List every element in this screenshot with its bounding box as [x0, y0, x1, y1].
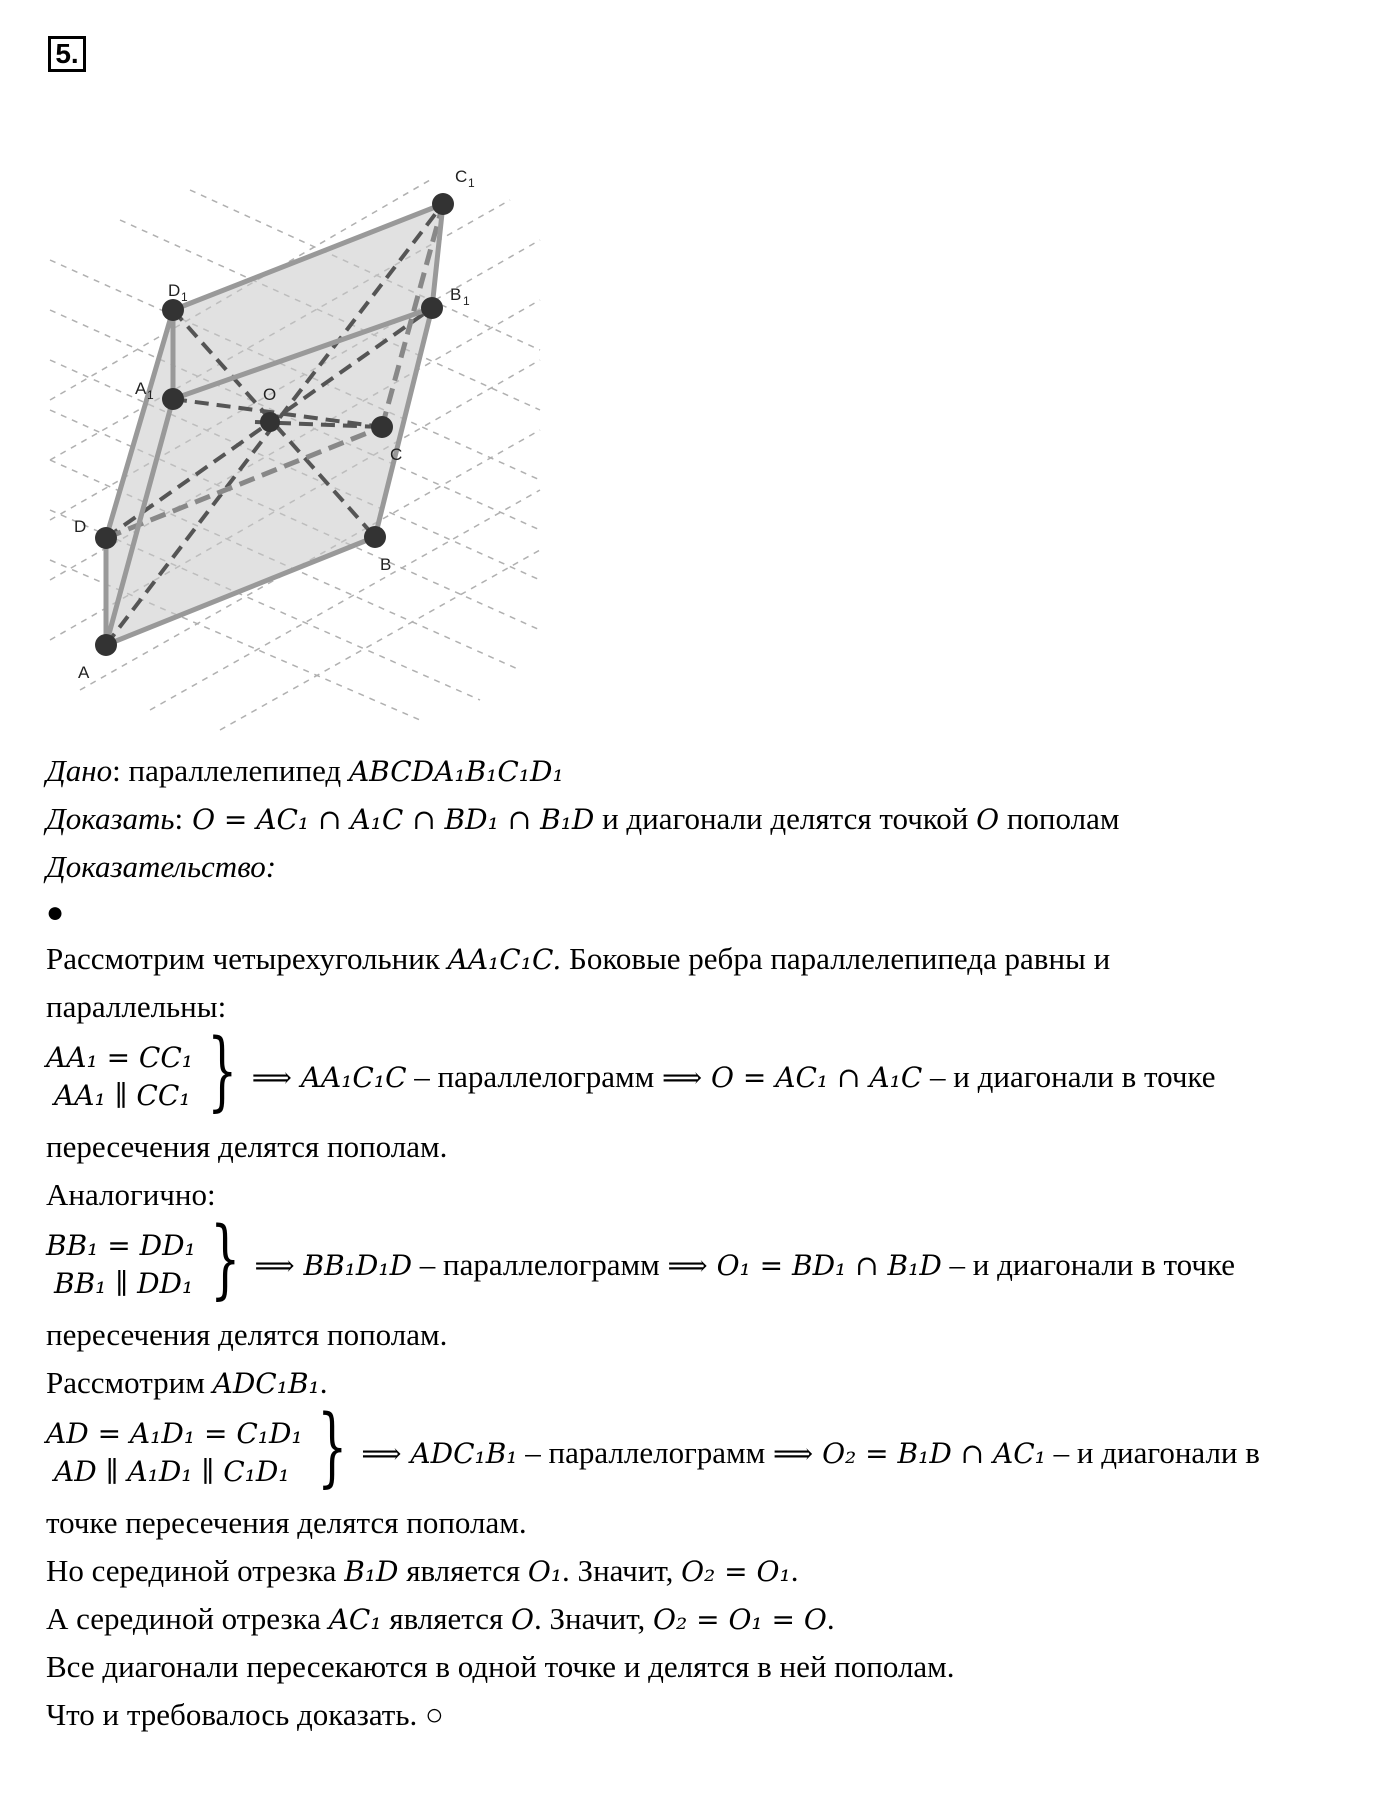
qed: Что и требовалось доказать. ○ — [46, 1697, 444, 1732]
brace-icon: } — [316, 1397, 348, 1497]
label-b: B — [380, 555, 392, 574]
brace-icon: } — [207, 1021, 238, 1121]
system-2: BB₁ = DD₁ BB₁ ∥ DD₁ } ⟹ BB₁D₁D – параллелограмм ⟹ O₁ = BD₁ ∩ B₁D – и диагонали в точке — [46, 1209, 1235, 1309]
vertex-b1 — [421, 297, 443, 319]
label-a1: A — [135, 379, 147, 398]
sys3-after: точке пересечения делятся пополам. — [46, 1505, 527, 1540]
prove-math: O = AC₁ ∩ A₁C ∩ BD₁ ∩ B₁D — [183, 803, 595, 836]
para1-line1: Рассмотрим четырехугольник AA₁C₁C. Боковые ребра параллелепипеда равны и — [46, 941, 1111, 976]
bullet: ● — [46, 896, 65, 929]
given-line: Дано: параллелепипед ABCDA₁B₁C₁D₁ — [46, 753, 564, 788]
midpoint-line-2: А серединой отрезка AC₁ является O. Значит, O₂ = O₁ = O. — [46, 1601, 835, 1636]
brace-icon: } — [210, 1209, 241, 1309]
vertex-o — [260, 412, 280, 432]
label-c1: C — [455, 167, 468, 186]
vertex-c1 — [432, 193, 454, 215]
sys1-row2: AA₁ ∥ CC₁ — [54, 1079, 191, 1112]
label-b1: B — [450, 285, 462, 304]
sys2-after: пересечения делятся пополам. — [46, 1317, 448, 1352]
label-a1-sub: 1 — [147, 388, 154, 402]
sys3-row2: AD ∥ A₁D₁ ∥ C₁D₁ — [54, 1455, 290, 1488]
label-d1: D — [168, 281, 181, 300]
vertex-b — [364, 526, 386, 548]
problem-number: 5. — [48, 36, 86, 72]
label-c1-sub: 1 — [468, 176, 475, 190]
sys1-after: пересечения делятся пополам. — [46, 1129, 448, 1164]
sys2-row1: BB₁ = DD₁ — [46, 1229, 196, 1262]
given-math: ABCDA₁B₁C₁D₁ — [348, 755, 564, 788]
system-3: AD = A₁D₁ = C₁D₁ AD ∥ A₁D₁ ∥ C₁D₁ } ⟹ ADC₁B₁ – параллелограмм ⟹ O₂ = B₁D ∩ AC₁ – и диагонали в — [46, 1397, 1260, 1497]
similarly-line: Аналогично: — [46, 1177, 216, 1212]
given-label: Дано — [46, 753, 113, 788]
vertex-a1 — [162, 388, 184, 410]
parallelepiped-figure — [40, 100, 560, 740]
label-c: C — [390, 445, 403, 464]
prove-line: Доказать: O = AC₁ ∩ A₁C ∩ BD₁ ∩ B₁D и диагонали делятся точкой O пополам — [46, 801, 1120, 836]
para1-line2: параллельны: — [46, 989, 227, 1024]
midpoint-line-1: Но серединой отрезка B₁D является O₁. Значит, O₂ = O₁. — [46, 1553, 799, 1588]
label-b1-sub: 1 — [463, 294, 470, 308]
system-1: AA₁ = CC₁ AA₁ ∥ CC₁ } ⟹ AA₁C₁C – параллелограмм ⟹ O = AC₁ ∩ A₁C – и диагонали в точке — [46, 1021, 1216, 1121]
conclusion: Все диагонали пересекаются в одной точке и делятся в ней пополам. — [46, 1649, 955, 1684]
proof-label: Доказательство: — [46, 849, 277, 884]
consider2-line: Рассмотрим ADC₁B₁. — [46, 1365, 328, 1400]
vertex-a — [95, 634, 117, 656]
label-o: O — [263, 385, 277, 404]
sys3-row1: AD = A₁D₁ = C₁D₁ — [46, 1417, 303, 1450]
label-a: A — [78, 663, 90, 682]
solution-text — [46, 747, 1366, 1739]
vertex-d — [95, 527, 117, 549]
sys1-row1: AA₁ = CC₁ — [46, 1041, 193, 1074]
label-d1-sub: 1 — [181, 290, 188, 304]
sys2-row2: BB₁ ∥ DD₁ — [54, 1267, 194, 1300]
prove-label: Доказать — [46, 801, 175, 836]
vertex-c — [371, 416, 393, 438]
given-text: параллелепипед — [120, 753, 349, 788]
label-d: D — [74, 517, 87, 536]
